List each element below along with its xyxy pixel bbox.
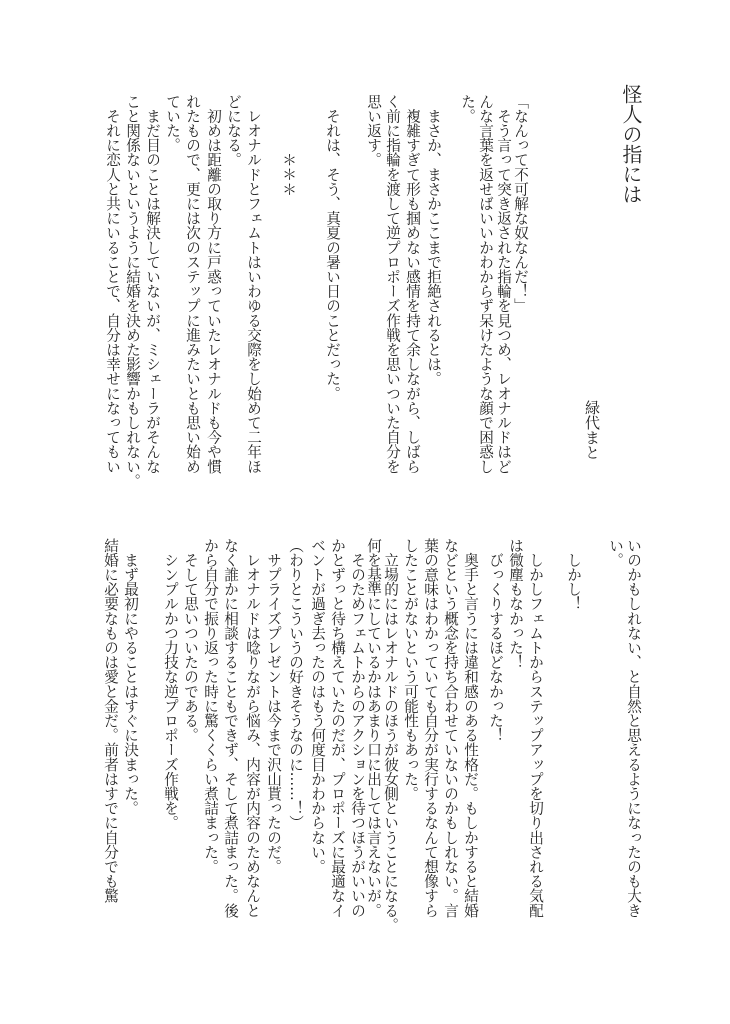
text-column-lower: まず最初にやることはすぐに決まった。 [122,538,139,816]
text-column-lower: シンプルかつ力技な逆プロポーズ作戦を。 [162,538,179,830]
text-column-lower: したことがないという可能性もあった。 [402,538,419,801]
text-column-lower: から自分で振り返った時に驚くくらい煮詰まった。 [202,538,219,874]
text-column-upper: まさか、まさかここまで拒絶されるとは。 [425,94,442,386]
text-column-upper: どになる。 [225,94,242,167]
text-column-upper: ていた。 [164,94,181,153]
text-column-upper: 思い返す。 [365,94,382,167]
text-column-upper: こと関係ないというように結婚を決めた影響かもしれない。 [124,94,141,489]
text-column-upper: それは、そう、真夏の暑い日のことだった。 [324,94,341,401]
text-column-upper: く前に指輪を渡して逆プロポーズ作戦を思いついた自分を [384,94,401,474]
text-column-upper: そう言って突き返された指輪を見つめ、レオナルドはど [495,94,512,474]
text-column-lower: しかしフェムトからステップアップを切り出される気配 [527,538,544,918]
text-column-lower: そして思いついたのである。 [182,538,199,743]
text-column-upper: まだ目のことは解決していないが、ミシェーラがそんな [144,94,161,474]
text-column-upper: それに恋人と共にいることで、自分は幸せになってもい [104,94,121,474]
story-title: 怪人の指には [619,84,643,204]
text-column-lower: なく誰かに相談することもできず、そして煮詰まった。後 [222,538,239,918]
text-column-upper: ＊＊＊ [280,94,297,197]
text-column-upper: 複雑すぎて形も掴めない感情を持て余しながら、しばら [404,94,421,474]
text-column-upper: 「なんって不可解な奴なんだ！」 [512,94,529,313]
text-column-lower: しかし！ [565,538,582,611]
text-column-lower: かとずっと待ち構えていたのだが、プロポーズに最適なイ [329,538,346,918]
text-column-lower: そのためフェムトからのアクションを待つほうがいいの [349,538,366,918]
text-column-lower: 葉の意味はわかっていても自分が実行するなんて想像すら [422,538,439,918]
text-column-lower: 立場的にはレオナルドのほうが彼女側ということになる。 [382,538,399,933]
text-column-lower: い。 [607,538,624,568]
text-column-upper: レオナルドとフェムトはいわゆる交際をし始めて二年ほ [245,94,262,474]
text-column-lower: 結婚に必要なものは愛と金だ。前者はすでに自分でも驚 [102,538,119,903]
text-column-lower: （わりとこういうの好きそうなのに……！） [287,538,304,830]
text-column-lower: 何を基準にしているかはあまり口に出しては言えないが。 [365,538,382,918]
author-name: 緑代まと [583,400,601,460]
text-column-lower: は微塵もなかった！ [507,538,524,670]
text-column-upper: 初めは距離の取り方に戸惑っていたレオナルドも今や慣 [205,94,222,474]
text-column-lower: びっくりするほどなかった！ [487,538,504,743]
text-column-lower: レオナルドは唸りながら悩み、内容が内容のためなんと [244,538,261,918]
text-column-lower: 奥手と言うには違和感のある性格だ。もしかすると結婚 [462,538,479,918]
text-column-upper: れたもので、更には次のステップに進みたいとも思い始め [184,94,201,474]
text-column-upper: た。 [459,94,476,124]
text-column-upper: んな言葉を返せばいいかわからず呆けたような顔で困惑し [477,94,494,474]
text-column-lower: いのかもしれない、と自然と思えるようになったのも大き [625,538,642,918]
text-column-lower: ベントが過ぎ去ったのはもう何度目かわからない。 [309,538,326,874]
text-column-lower: サプライズプレゼントは今まで沢山貰ったのだ。 [265,538,282,874]
text-column-lower: などという概念を持ち合わせていないのかもしれない。言 [442,538,459,918]
